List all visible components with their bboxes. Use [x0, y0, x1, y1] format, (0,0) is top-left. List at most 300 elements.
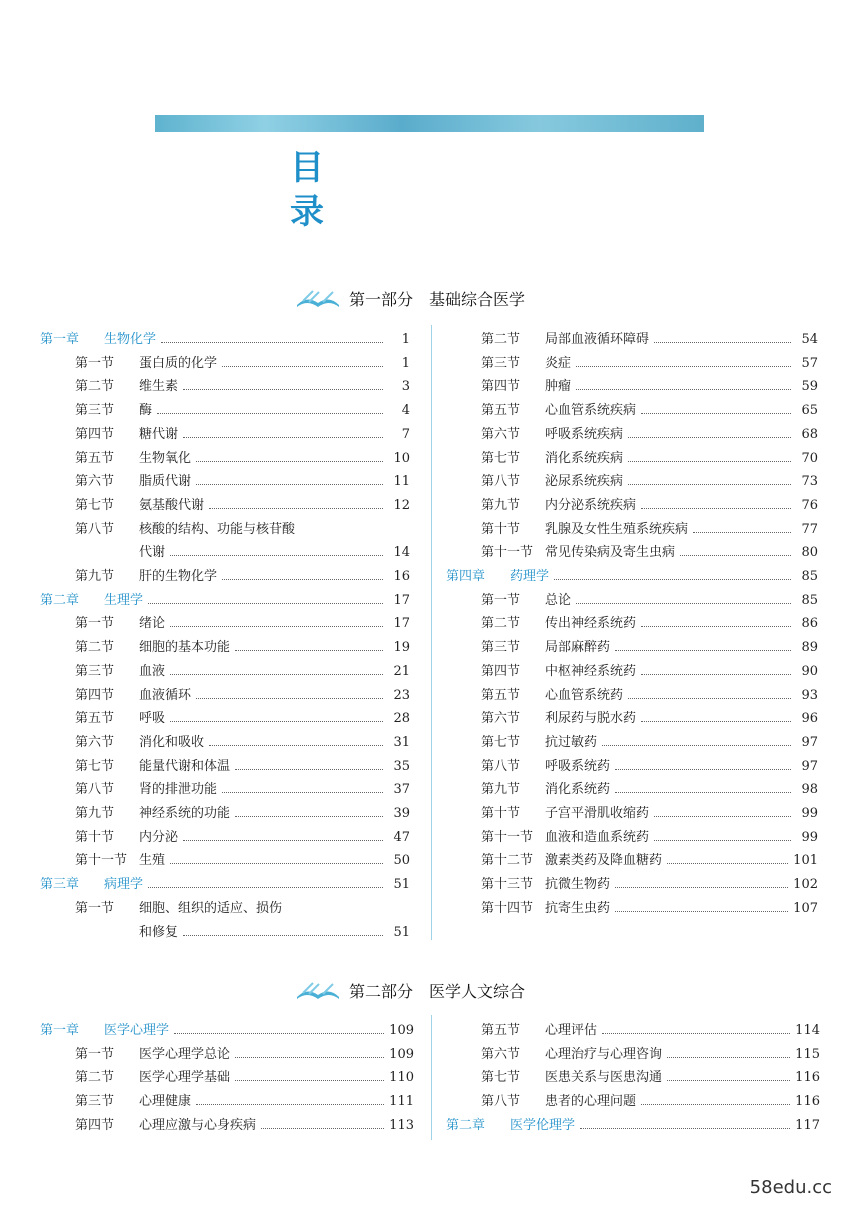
toc-entry-title: 医学伦理学: [510, 1117, 576, 1133]
toc-entry-title: 心理健康: [139, 1094, 192, 1110]
toc-entry-number: 第二节: [75, 1070, 115, 1086]
toc-leader-dots: [170, 555, 383, 556]
toc-entry-text: [75, 755, 230, 774]
toc-leader-dots: [628, 698, 791, 699]
toc-leader-dots: [615, 887, 788, 888]
toc-entry-number: 第一章: [40, 1023, 80, 1038]
toc-entry-number: 第四节: [75, 426, 115, 442]
toc-entry-title: 心理应激与心身疾病: [139, 1117, 257, 1133]
toc-entry-title: 血液和造血系统药: [545, 829, 650, 845]
toc-entry-text: [481, 470, 623, 489]
toc-entry-text: [75, 375, 178, 394]
toc-entry-text: [481, 1043, 662, 1062]
page-title-char-2: 录: [290, 192, 324, 232]
toc-entry-text: [75, 707, 165, 726]
toc-section-entry[interactable]: [481, 1019, 820, 1041]
part2-label: 第二部分 医学人文综合: [349, 981, 526, 1001]
toc-entry-number: 第四章: [446, 569, 486, 584]
toc-section-entry[interactable]: [481, 494, 818, 516]
toc-section-entry[interactable]: [481, 352, 818, 374]
toc-entry-number: 第二节: [481, 332, 521, 347]
toc-leader-dots: [196, 461, 383, 462]
toc-entry-title: 常见传染病及寄生虫病: [545, 545, 676, 561]
toc-page-number: 54: [801, 332, 818, 347]
toc-entry-number: 第四节: [481, 663, 521, 679]
toc-entry-number: 第七节: [75, 497, 115, 513]
toc-leader-dots: [261, 1128, 384, 1129]
toc-page-number: 89: [801, 640, 818, 656]
toc-leader-dots: [602, 1033, 790, 1034]
toc-chapter-entry[interactable]: [40, 589, 410, 611]
toc-section-entry[interactable]: [481, 1090, 820, 1112]
toc-leader-dots: [209, 745, 383, 746]
toc-leader-dots: [235, 650, 383, 651]
toc-entry-title: 总论: [545, 592, 572, 608]
toc-entry-title: 内分泌系统疾病: [545, 497, 637, 513]
toc-page-number: 113: [389, 1117, 414, 1133]
toc-entry-title: 血液循环: [139, 687, 192, 703]
toc-entry-text: [481, 352, 571, 371]
toc-page-number: 65: [801, 403, 818, 419]
toc-page-number: 116: [795, 1070, 820, 1086]
toc-entry-text: [481, 399, 636, 418]
toc-leader-dots: [667, 1080, 790, 1081]
toc-page-number: 76: [801, 497, 818, 513]
toc-leader-dots: [183, 389, 383, 390]
toc-entry-text: [481, 1066, 662, 1085]
toc-entry-title: 局部血液循环障碍: [545, 332, 650, 347]
toc-entry-text: [481, 494, 636, 513]
toc-leader-dots: [235, 816, 383, 817]
toc-entry-number: 第二章: [446, 1117, 486, 1133]
toc-entry-text: [481, 707, 636, 726]
toc-entry-title: 血液: [139, 663, 166, 679]
toc-entry-title: 消化系统药: [545, 782, 611, 798]
toc-entry-title: 心血管系统疾病: [545, 403, 637, 419]
toc-entry-title: 糖代谢: [139, 426, 179, 442]
toc-section-entry[interactable]: [75, 470, 410, 492]
page-title-char-1: 目: [290, 148, 324, 188]
toc-section-entry[interactable]: [75, 755, 410, 777]
toc-entry-title: 代谢: [139, 545, 166, 561]
toc-entry-text: [75, 660, 165, 679]
toc-section-entry[interactable]: [75, 849, 410, 871]
toc-entry-number: 第三章: [40, 877, 80, 893]
toc-page-number: 97: [801, 758, 818, 774]
toc-entry-text: [75, 1114, 256, 1133]
toc-section-entry[interactable]: [481, 826, 818, 848]
toc-entry-number: 第五节: [481, 1023, 521, 1038]
toc-entry-text: [481, 1019, 597, 1038]
toc-section-entry[interactable]: [75, 1090, 414, 1112]
toc-entry-text: [75, 470, 191, 489]
toc-leader-dots: [576, 366, 791, 367]
toc-page-number: 85: [801, 592, 818, 608]
toc-entry-title: 医学心理学总论: [139, 1046, 231, 1062]
toc-leader-dots: [196, 1104, 384, 1105]
toc-entry-text: [481, 873, 610, 892]
toc-section-entry[interactable]: [139, 921, 410, 943]
toc-entry-text: [75, 518, 295, 537]
toc-entry-number: 第三节: [75, 663, 115, 679]
toc-entry-title: 生理学: [104, 592, 144, 608]
toc-section-entry[interactable]: [481, 684, 818, 706]
toc-entry-text: [481, 1090, 636, 1109]
toc-leader-dots: [602, 745, 791, 746]
toc-entry-title: 患者的心理问题: [545, 1094, 637, 1110]
toc-entry-number: 第二节: [75, 640, 115, 656]
toc-leader-dots: [170, 674, 383, 675]
toc-section-entry[interactable]: [481, 328, 818, 350]
toc-entry-number: 第二节: [75, 379, 115, 395]
toc-leader-dots: [148, 887, 383, 888]
toc-section-entry[interactable]: [481, 707, 818, 729]
toc-section-entry[interactable]: [75, 1066, 414, 1088]
toc-page-number: 99: [801, 829, 818, 845]
toc-section-entry[interactable]: [75, 447, 410, 469]
toc-entry-text: [139, 921, 178, 940]
toc-entry-number: 第四节: [75, 687, 115, 703]
toc-page-number: 4: [401, 403, 410, 419]
toc-entry-title: 核酸的结构、功能与核苷酸: [139, 521, 296, 537]
toc-entry-title: 细胞的基本功能: [139, 640, 231, 656]
toc-section-entry[interactable]: [75, 660, 410, 682]
toc-entry-number: 第一章: [40, 332, 80, 347]
toc-section-entry[interactable]: [75, 684, 410, 706]
toc-entry-title: 传出神经系统药: [545, 616, 637, 632]
toc-page-number: 97: [801, 734, 818, 750]
toc-leader-dots: [641, 721, 791, 722]
toc-page-number: 70: [801, 450, 818, 466]
toc-entry-title: 绪论: [139, 616, 166, 632]
toc-page-number: 107: [793, 900, 818, 916]
toc-chapter-entry[interactable]: [40, 1019, 414, 1041]
toc-section-entry[interactable]: [75, 399, 410, 421]
toc-section-entry[interactable]: [75, 1043, 414, 1065]
toc-section-entry[interactable]: [75, 1114, 414, 1136]
toc-entry-title: 抗过敏药: [545, 734, 598, 750]
toc-leader-dots: [174, 1033, 384, 1034]
toc-leader-dots: [554, 579, 791, 580]
toc-leader-dots: [157, 413, 383, 414]
toc-leader-dots: [615, 769, 791, 770]
toc-entry-number: 第九节: [481, 782, 521, 798]
toc-page-number: 77: [801, 521, 818, 537]
toc-entry-text: [139, 541, 165, 560]
toc-entry-number: 第一节: [75, 900, 115, 916]
toc-section-entry[interactable]: [481, 802, 818, 824]
toc-entry-title: 肾的排泄功能: [139, 782, 218, 798]
toc-leader-dots: [183, 935, 383, 936]
toc-entry-number: 第四节: [75, 1117, 115, 1133]
toc-entry-number: 第十节: [481, 806, 521, 821]
toc-leader-dots: [641, 674, 791, 675]
toc-page-number: 37: [393, 782, 410, 798]
toc-entry-title: 利尿药与脱水药: [545, 711, 637, 727]
toc-section-entry[interactable]: [481, 636, 818, 658]
toc-leader-dots: [667, 863, 788, 864]
toc-section-entry[interactable]: [481, 518, 818, 540]
toc-leader-dots: [654, 840, 791, 841]
toc-section-entry[interactable]: [75, 612, 410, 634]
toc-page-number: 16: [393, 569, 410, 584]
toc-leader-dots: [641, 508, 791, 509]
toc-entry-number: 第二章: [40, 592, 80, 608]
toc-section-entry[interactable]: [75, 897, 410, 919]
toc-entry-number: 第五节: [75, 711, 115, 727]
toc-entry-text: [481, 849, 662, 868]
toc-entry-title: 消化和吸收: [139, 734, 205, 750]
toc-entry-number: 第六节: [75, 474, 115, 490]
toc-entry-title: 乳腺及女性生殖系统疾病: [545, 521, 689, 537]
toc-entry-title: 局部麻醉药: [545, 640, 611, 656]
toc-page-number: 51: [393, 924, 410, 940]
toc-entry-text: [481, 541, 675, 560]
toc-page-number: 19: [393, 640, 410, 656]
toc-section-entry[interactable]: [75, 778, 410, 800]
toc-leader-dots: [641, 1104, 790, 1105]
toc-leader-dots: [222, 792, 383, 793]
toc-leader-dots: [235, 1057, 384, 1058]
toc-entry-text: [75, 802, 230, 821]
toc-section-entry[interactable]: [75, 802, 410, 824]
toc-entry-number: 第七节: [481, 450, 521, 466]
toc-leader-dots: [615, 792, 791, 793]
open-book-icon: [295, 979, 341, 1001]
toc-section-entry[interactable]: [481, 897, 818, 919]
toc-page-number: 98: [801, 782, 818, 798]
toc-entry-title: 呼吸系统药: [545, 758, 611, 774]
toc-page-number: 31: [393, 734, 410, 750]
toc-entry-title: 心理治疗与心理咨询: [545, 1046, 663, 1062]
toc-entry-text: [481, 423, 623, 442]
toc-section-entry[interactable]: [75, 375, 410, 397]
toc-page-number: 96: [801, 711, 818, 727]
toc-entry-number: 第一节: [75, 1046, 115, 1062]
toc-page-number: 57: [801, 355, 818, 371]
toc-page-number: 93: [801, 687, 818, 703]
toc-section-entry[interactable]: [481, 612, 818, 634]
toc-leader-dots: [222, 579, 383, 580]
toc-page-number: 109: [389, 1046, 414, 1062]
toc-entry-text: [481, 447, 623, 466]
toc-page-number: 3: [401, 379, 410, 395]
toc-section-entry[interactable]: [75, 707, 410, 729]
open-book-icon: [295, 287, 341, 309]
toc-entry-number: 第七节: [481, 1070, 521, 1086]
toc-entry-title: 能量代谢和体温: [139, 758, 231, 774]
toc-page-number: 59: [801, 379, 818, 395]
toc-section-entry[interactable]: [481, 778, 818, 800]
toc-section-entry[interactable]: [481, 1066, 820, 1088]
toc-section-entry[interactable]: [481, 447, 818, 469]
toc-entry-number: 第九节: [481, 497, 521, 513]
toc-entry-text: [446, 1114, 575, 1133]
toc-page-number: 110: [389, 1070, 414, 1086]
toc-page-number: 109: [389, 1023, 414, 1038]
toc-leader-dots: [576, 389, 791, 390]
toc-entry-number: 第二节: [481, 616, 521, 632]
toc-entry-number: 第十一节: [481, 829, 534, 845]
toc-entry-number: 第三节: [75, 403, 115, 419]
toc-page-number: 117: [795, 1117, 820, 1133]
toc-chapter-entry[interactable]: [40, 328, 410, 350]
toc-entry-number: 第八节: [75, 782, 115, 798]
toc-entry-title: 神经系统的功能: [139, 806, 231, 821]
toc-page-number: 114: [795, 1023, 820, 1038]
watermark: 58edu.cc: [749, 1177, 832, 1198]
toc-entry-title: 肿瘤: [545, 379, 572, 395]
toc-page-number: 7: [401, 426, 410, 442]
toc-page-number: 28: [393, 711, 410, 727]
toc-page-number: 47: [393, 829, 410, 845]
toc-entry-number: 第六节: [481, 426, 521, 442]
toc-section-entry[interactable]: [481, 470, 818, 492]
toc-entry-number: 第五节: [481, 687, 521, 703]
toc-section-entry[interactable]: [481, 399, 818, 421]
toc-entry-text: [481, 897, 610, 916]
toc-section-entry[interactable]: [75, 826, 410, 848]
toc-entry-title: 医学心理学基础: [139, 1070, 231, 1086]
toc-entry-number: 第七节: [75, 758, 115, 774]
toc-leader-dots: [196, 484, 383, 485]
toc-entry-number: 第八节: [75, 521, 115, 537]
toc-entry-title: 生物氧化: [139, 450, 192, 466]
toc-leader-dots: [628, 484, 791, 485]
toc-entry-text: [481, 731, 597, 750]
toc-entry-number: 第三节: [75, 1094, 115, 1110]
toc-leader-dots: [693, 532, 791, 533]
toc-leader-dots: [170, 626, 383, 627]
toc-section-entry[interactable]: [75, 565, 410, 587]
toc-entry-number: 第六节: [481, 711, 521, 727]
toc-page-number: 73: [801, 474, 818, 490]
toc-leader-dots: [667, 1057, 790, 1058]
toc-entry-text: [75, 636, 230, 655]
toc-entry-text: [75, 1090, 191, 1109]
toc-leader-dots: [654, 816, 791, 817]
toc-section-entry[interactable]: [75, 731, 410, 753]
column-divider-2: [431, 1015, 432, 1140]
toc-leader-dots: [170, 721, 383, 722]
toc-page-number: 85: [801, 569, 818, 584]
toc-entry-text: [481, 328, 649, 347]
toc-leader-dots: [628, 461, 791, 462]
toc-entry-title: 中枢神经系统药: [545, 663, 637, 679]
toc-section-entry[interactable]: [481, 375, 818, 397]
toc-entry-title: 维生素: [139, 379, 179, 395]
toc-section-entry[interactable]: [481, 849, 818, 871]
toc-page-number: 17: [393, 592, 410, 608]
toc-page-number: 115: [795, 1046, 820, 1062]
toc-entry-number: 第十一节: [481, 545, 534, 561]
toc-section-entry[interactable]: [75, 423, 410, 445]
toc-entry-text: [481, 826, 649, 845]
toc-page-number: 86: [801, 616, 818, 632]
header-banner: [155, 115, 704, 132]
toc-entry-text: [75, 352, 217, 371]
toc-leader-dots: [680, 555, 791, 556]
part2-header: [295, 975, 525, 1005]
toc-entry-text: [75, 731, 204, 750]
toc-entry-number: 第十一节: [75, 853, 128, 869]
toc-entry-text: [481, 802, 649, 821]
toc-leader-dots: [183, 840, 383, 841]
toc-entry-text: [481, 778, 610, 797]
toc-entry-text: [75, 897, 282, 916]
part1-header: [295, 283, 525, 313]
toc-entry-text: [75, 1043, 230, 1062]
toc-entry-text: [481, 660, 636, 679]
toc-entry-title: 和修复: [139, 924, 179, 940]
toc-entry-title: 呼吸: [139, 711, 166, 727]
toc-entry-text: [75, 565, 217, 584]
toc-page-number: 80: [801, 545, 818, 561]
toc-page-number: 1: [401, 355, 410, 371]
toc-chapter-entry[interactable]: [446, 565, 818, 587]
toc-entry-number: 第一节: [75, 616, 115, 632]
toc-leader-dots: [235, 769, 383, 770]
toc-section-entry[interactable]: [481, 423, 818, 445]
toc-entry-number: 第十四节: [481, 900, 534, 916]
toc-section-entry[interactable]: [481, 755, 818, 777]
toc-entry-number: 第七节: [481, 734, 521, 750]
toc-entry-number: 第十二节: [481, 853, 534, 869]
column-divider-1: [431, 325, 432, 940]
toc-entry-text: [75, 447, 191, 466]
toc-entry-text: [481, 375, 571, 394]
toc-entry-title: 抗微生物药: [545, 877, 611, 893]
toc-section-entry[interactable]: [75, 494, 410, 516]
toc-section-entry[interactable]: [481, 589, 818, 611]
toc-entry-title: 激素类药及降血糖药: [545, 853, 663, 869]
toc-section-entry[interactable]: [481, 541, 818, 563]
toc-entry-text: [75, 684, 191, 703]
toc-entry-title: 泌尿系统疾病: [545, 474, 624, 490]
toc-entry-title: 心血管系统药: [545, 687, 624, 703]
toc-section-entry[interactable]: [75, 518, 410, 540]
part1-label: 第一部分 基础综合医学: [349, 289, 526, 309]
toc-leader-dots: [148, 603, 383, 604]
toc-leader-dots: [615, 650, 791, 651]
toc-entry-text: [481, 755, 610, 774]
toc-entry-title: 心理评估: [545, 1023, 598, 1038]
toc-leader-dots: [209, 508, 383, 509]
toc-section-entry[interactable]: [75, 352, 410, 374]
toc-entry-number: 第三节: [481, 355, 521, 371]
toc-entry-number: 第四节: [481, 379, 521, 395]
toc-section-entry[interactable]: [481, 873, 818, 895]
toc-entry-text: [75, 399, 152, 418]
toc-page-number: 102: [793, 877, 818, 893]
toc-section-entry[interactable]: [75, 636, 410, 658]
toc-entry-text: [481, 684, 623, 703]
toc-entry-text: [75, 494, 204, 513]
toc-entry-text: [40, 873, 143, 892]
toc-section-entry[interactable]: [481, 1043, 820, 1065]
toc-entry-title: 抗寄生虫药: [545, 900, 611, 916]
toc-chapter-entry[interactable]: [446, 1114, 820, 1136]
toc-entry-number: 第八节: [481, 758, 521, 774]
toc-entry-text: [75, 778, 217, 797]
toc-section-entry[interactable]: [481, 731, 818, 753]
toc-chapter-entry[interactable]: [40, 873, 410, 895]
toc-section-entry[interactable]: [139, 541, 410, 563]
toc-entry-text: [75, 612, 165, 631]
toc-entry-number: 第一节: [481, 592, 521, 608]
toc-page-number: 23: [393, 687, 410, 703]
toc-section-entry[interactable]: [481, 660, 818, 682]
